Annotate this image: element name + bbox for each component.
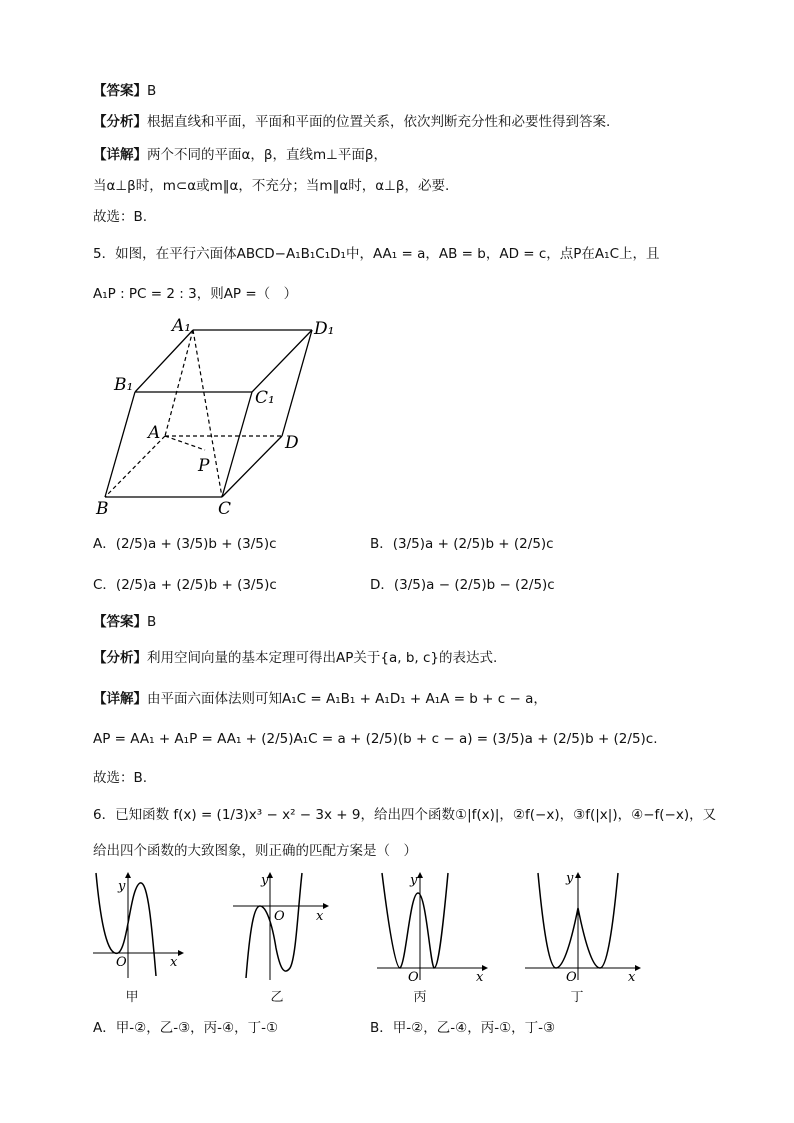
detail-text: 当α⊥β时，m⊂α或m‖α，不充分；当m‖α时，α⊥β，必要. [93, 178, 450, 194]
graph-yi [228, 868, 338, 983]
x-label: x [628, 970, 636, 983]
q6-option-b[interactable] [370, 1018, 555, 1038]
conclusion-text: 故选：B. [93, 770, 148, 786]
q5-stem-line-2 [93, 284, 297, 304]
analysis-tag: 【分析】 [93, 650, 147, 666]
label-b1: B₁ [114, 375, 134, 395]
label-d: D [285, 433, 299, 453]
option-text: A．甲-②，乙-③，丙-④，丁-① [93, 1020, 279, 1036]
y-label: y [410, 873, 418, 888]
label-p: P [198, 456, 210, 476]
label-d1: D₁ [314, 319, 335, 339]
q5-answer-line [93, 612, 156, 632]
origin-label: O [408, 970, 419, 983]
graph-jia [88, 868, 188, 983]
q5-detail-line-2 [93, 729, 658, 749]
x-label: x [316, 909, 324, 924]
conclusion-text: 故选：B. [93, 209, 148, 225]
origin-label: O [116, 955, 127, 970]
option-text: C．(2/5)a + (2/5)b + (3/5)c [93, 577, 277, 593]
q4-detail-line-1 [93, 145, 387, 165]
curve [246, 873, 302, 978]
q5-detail-line-1 [93, 689, 547, 709]
y-label: y [566, 871, 574, 886]
q6-option-a[interactable] [93, 1018, 278, 1038]
parallelepiped-figure [95, 310, 355, 525]
q5-stem: A₁P : PC = 2 : 3，则AP =（ ） [93, 286, 298, 302]
label-a: A [148, 423, 161, 443]
option-text: D．(3/5)a − (2/5)b − (2/5)c [370, 577, 555, 593]
label-a1: A₁ [172, 316, 192, 336]
q5-stem-line-1 [93, 244, 660, 264]
answer-tag: 【答案】 [93, 83, 147, 99]
y-label: y [261, 873, 269, 888]
answer-value: B [147, 83, 157, 99]
q5-option-d[interactable] [370, 575, 555, 595]
label-b: B [96, 499, 109, 519]
graph-bing [372, 868, 492, 983]
option-text: B．甲-②，乙-④，丙-①，丁-③ [370, 1020, 556, 1036]
origin-label: O [274, 909, 285, 924]
graph-ding [520, 868, 645, 983]
label-c1: C₁ [255, 388, 275, 408]
graph-caption: 丁 [570, 990, 584, 1005]
y-label: y [118, 879, 126, 894]
analysis-text: 根据直线和平面，平面和平面的位置关系，依次判断充分性和必要性得到答案. [147, 114, 611, 130]
analysis-text: 利用空间向量的基本定理可得出AP关于{a, b, c}的表达式. [147, 650, 498, 666]
option-text: B．(3/5)a + (2/5)b + (2/5)c [370, 536, 554, 552]
q5-analysis-line [93, 648, 497, 668]
option-text: A．(2/5)a + (3/5)b + (3/5)c [93, 536, 277, 552]
origin-label: O [566, 970, 577, 983]
q6-stem: 6．已知函数 f(x) = (1/3)x³ − x² − 3x + 9，给出四个函数①|f(x)|，②f(−x)，③f(|x|)，④−f(−x)，又 [93, 807, 717, 823]
q6-stem: 给出四个函数的大致图象，则正确的匹配方案是（ ） [93, 843, 417, 859]
graph-caption: 甲 [125, 990, 139, 1005]
detail-tag: 【详解】 [93, 147, 147, 163]
answer-value: B [147, 614, 157, 630]
q6-stem-line-1 [93, 805, 716, 825]
q4-answer-line [93, 81, 156, 101]
q4-conclusion [93, 207, 147, 227]
detail-tag: 【详解】 [93, 691, 147, 707]
x-label: x [476, 970, 484, 983]
label-c: C [218, 499, 232, 519]
q5-option-b[interactable] [370, 534, 554, 554]
detail-text: 由平面六面体法则可知A₁C = A₁B₁ + A₁D₁ + A₁A = b + c − a， [147, 691, 547, 707]
x-label: x [170, 955, 178, 970]
analysis-tag: 【分析】 [93, 114, 147, 130]
q5-stem: 5．如图，在平行六面体ABCD−A₁B₁C₁D₁中，AA₁ = a，AB = b，AD = c，点P在A₁C上，且 [93, 246, 660, 262]
graph-caption: 丙 [413, 990, 427, 1005]
q4-analysis-line [93, 112, 610, 132]
answer-tag: 【答案】 [93, 614, 147, 630]
q5-option-c[interactable] [93, 575, 277, 595]
q5-option-a[interactable] [93, 534, 277, 554]
detail-text: AP = AA₁ + A₁P = AA₁ + (2/5)A₁C = a + (2/5)(b + c − a) = (3/5)a + (2/5)b + (2/5)c. [93, 731, 658, 747]
q5-conclusion [93, 768, 147, 788]
graph-caption: 乙 [270, 990, 284, 1005]
q6-stem-line-2 [93, 841, 417, 861]
detail-text: 两个不同的平面α，β，直线m⊥平面β， [147, 147, 388, 163]
q4-detail-line-2 [93, 176, 449, 196]
